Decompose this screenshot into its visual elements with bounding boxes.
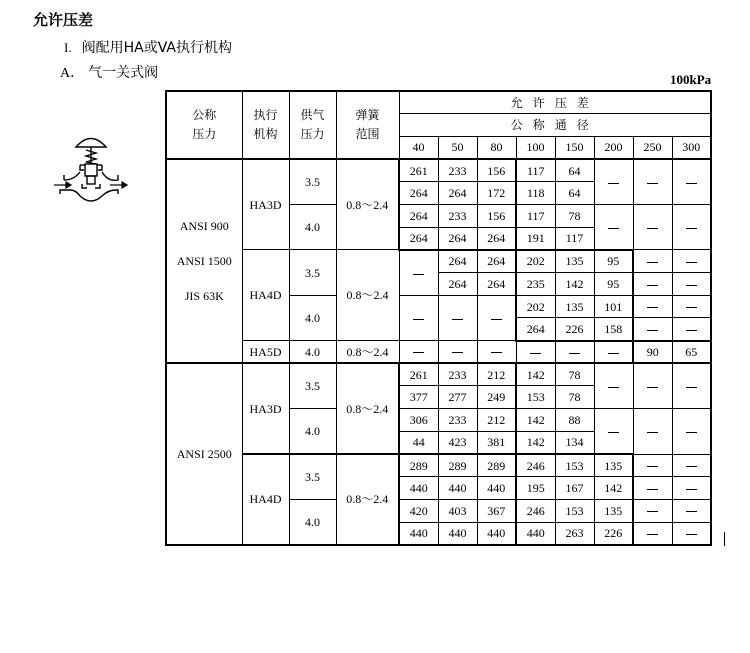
table-cell: 142	[516, 431, 555, 454]
table-cell	[672, 522, 711, 545]
table-cell: 78	[555, 363, 594, 386]
unit-label: 100kPa	[670, 72, 712, 87]
table-cell: 440	[438, 477, 477, 500]
table-cell: 95	[594, 273, 633, 296]
allowable-pressure-differential-table	[165, 90, 712, 546]
table-cell: 172	[477, 182, 516, 205]
spring-cell: 0.8～2.4	[336, 341, 399, 364]
section-heading: 允许压差	[33, 11, 94, 29]
dash-mark	[686, 534, 697, 535]
table-cell: 64	[555, 182, 594, 205]
dash-mark	[647, 285, 658, 286]
table-cell: 440	[477, 477, 516, 500]
dash-mark	[647, 262, 658, 263]
table-cell: 88	[555, 409, 594, 432]
table-cell: 264	[477, 227, 516, 250]
empty-dash	[399, 341, 438, 364]
table-cell: 264	[477, 273, 516, 296]
valve-type-title	[60, 62, 158, 82]
empty-dash	[633, 363, 672, 408]
table-cell: 167	[555, 477, 594, 500]
table-cell: 246	[516, 454, 555, 477]
table-cell: 158	[594, 318, 633, 341]
text-cursor	[724, 532, 725, 546]
table-cell	[633, 318, 672, 341]
dash-mark	[647, 511, 658, 512]
table-cell: 289	[399, 454, 438, 477]
table-cell: 289	[477, 454, 516, 477]
table-cell	[672, 477, 711, 500]
empty-dash	[555, 341, 594, 364]
table-cell: 263	[555, 522, 594, 545]
table-cell: 264	[438, 250, 477, 273]
table-cell: 135	[594, 454, 633, 477]
header-supply-pressure: 供气 压力	[289, 91, 336, 159]
diameter-50: 50	[438, 136, 477, 159]
globe-valve-diagram-icon	[52, 132, 132, 212]
table-cell: 135	[555, 250, 594, 273]
empty-dash	[672, 159, 711, 204]
table-cell: 403	[438, 499, 477, 522]
table-cell: 440	[399, 477, 438, 500]
table-cell: 261	[399, 159, 438, 182]
empty-dash	[438, 295, 477, 340]
spring-cell: 0.8～2.4	[336, 250, 399, 341]
dash-mark	[647, 489, 658, 490]
table-cell: 90	[633, 341, 672, 364]
table-cell: 78	[555, 204, 594, 227]
empty-dash	[594, 204, 633, 249]
actuator-cell: HA4D	[242, 454, 289, 545]
table-cell: 142	[516, 363, 555, 386]
table-cell: 202	[516, 295, 555, 318]
table-cell: 277	[438, 386, 477, 409]
table-row	[166, 250, 711, 273]
empty-dash	[633, 204, 672, 249]
pressure-class-cell: ANSI 2500	[166, 363, 242, 545]
table-cell: 233	[438, 204, 477, 227]
dash-mark	[686, 511, 697, 512]
supply-cell: 3.5	[289, 250, 336, 295]
table-cell: 246	[516, 499, 555, 522]
header-nominal-pressure: 公称 压力	[166, 91, 242, 159]
table-cell	[672, 273, 711, 296]
supply-cell: 3.5	[289, 454, 336, 499]
diameter-80: 80	[477, 136, 516, 159]
table-cell: 261	[399, 363, 438, 386]
table-cell	[672, 250, 711, 273]
dash-mark	[647, 534, 658, 535]
table-cell: 156	[477, 159, 516, 182]
letter-label: A．	[60, 66, 85, 81]
supply-cell: 4.0	[289, 341, 336, 364]
dash-mark	[647, 466, 658, 467]
roman-numeral: I.	[64, 40, 72, 55]
table-cell: 226	[594, 522, 633, 545]
table-cell: 153	[516, 386, 555, 409]
table-cell: 264	[438, 227, 477, 250]
table-cell: 440	[399, 522, 438, 545]
table-cell: 226	[555, 318, 594, 341]
table-cell: 135	[594, 499, 633, 522]
table-cell: 117	[516, 159, 555, 182]
empty-dash	[516, 341, 555, 364]
header-nominal-diameter: 公称通径	[399, 114, 711, 137]
supply-cell: 3.5	[289, 363, 336, 408]
table-cell: 235	[516, 273, 555, 296]
table-row	[166, 159, 711, 182]
table-cell	[633, 454, 672, 477]
dash-mark	[686, 262, 697, 263]
diameter-40: 40	[399, 136, 438, 159]
supply-cell: 3.5	[289, 159, 336, 204]
diameter-300: 300	[672, 136, 711, 159]
empty-dash	[672, 409, 711, 454]
valve-type-text: 气一关式阀	[88, 65, 159, 81]
table-cell: 233	[438, 159, 477, 182]
empty-dash	[399, 295, 438, 340]
table-cell: 65	[672, 341, 711, 364]
table-cell: 440	[477, 522, 516, 545]
table-cell	[672, 499, 711, 522]
table-cell	[672, 295, 711, 318]
table-cell	[633, 250, 672, 273]
table-cell	[672, 318, 711, 341]
table-cell: 117	[516, 204, 555, 227]
table-cell	[633, 295, 672, 318]
table-cell: 142	[555, 273, 594, 296]
table-cell	[672, 454, 711, 477]
empty-dash	[633, 159, 672, 204]
table-cell: 420	[399, 499, 438, 522]
table-cell: 135	[555, 295, 594, 318]
empty-dash	[594, 363, 633, 408]
table-cell: 78	[555, 386, 594, 409]
table-cell: 264	[438, 273, 477, 296]
table-cell: 377	[399, 386, 438, 409]
pressure-class-cell: ANSI 900 ANSI 1500 JIS 63K	[166, 159, 242, 363]
table-cell: 191	[516, 227, 555, 250]
table-cell: 423	[438, 431, 477, 454]
table-cell: 264	[516, 318, 555, 341]
table-cell	[633, 499, 672, 522]
table-cell: 264	[399, 182, 438, 205]
subsection-text: 阀配用HA或VA执行机构	[81, 40, 232, 56]
table-cell: 264	[477, 250, 516, 273]
table-cell: 153	[555, 499, 594, 522]
diameter-150: 150	[555, 136, 594, 159]
table-cell: 153	[555, 454, 594, 477]
supply-cell: 4.0	[289, 409, 336, 454]
table-cell: 233	[438, 409, 477, 432]
empty-dash	[477, 295, 516, 340]
dash-mark	[686, 330, 697, 331]
table-cell: 212	[477, 363, 516, 386]
table-cell	[633, 477, 672, 500]
table-cell: 202	[516, 250, 555, 273]
table-cell: 195	[516, 477, 555, 500]
empty-dash	[672, 204, 711, 249]
table-cell: 289	[438, 454, 477, 477]
dash-mark	[686, 489, 697, 490]
table-cell: 264	[399, 204, 438, 227]
supply-cell: 4.0	[289, 295, 336, 340]
header-actuator: 执行 机构	[242, 91, 289, 159]
actuator-cell: HA3D	[242, 363, 289, 454]
table-cell: 142	[516, 409, 555, 432]
table-cell: 367	[477, 499, 516, 522]
table-cell: 264	[399, 227, 438, 250]
table-cell: 440	[438, 522, 477, 545]
empty-dash	[438, 341, 477, 364]
table-cell	[633, 273, 672, 296]
table-cell: 212	[477, 409, 516, 432]
table-cell: 156	[477, 204, 516, 227]
empty-dash	[594, 409, 633, 454]
spring-cell: 0.8～2.4	[336, 454, 399, 545]
table-row	[166, 341, 711, 364]
table-cell: 381	[477, 431, 516, 454]
table-cell: 233	[438, 363, 477, 386]
empty-dash	[633, 409, 672, 454]
table-cell: 117	[555, 227, 594, 250]
supply-cell: 4.0	[289, 499, 336, 544]
table-row	[166, 363, 711, 386]
dash-mark	[647, 307, 658, 308]
diameter-100: 100	[516, 136, 555, 159]
table-cell: 101	[594, 295, 633, 318]
diameter-200: 200	[594, 136, 633, 159]
dash-mark	[686, 466, 697, 467]
empty-dash	[399, 250, 438, 295]
spring-cell: 0.8～2.4	[336, 363, 399, 454]
empty-dash	[594, 341, 633, 364]
spring-cell: 0.8～2.4	[336, 159, 399, 250]
header-allowable-dp: 允许压差	[399, 91, 711, 114]
table-cell: 64	[555, 159, 594, 182]
supply-cell: 4.0	[289, 204, 336, 249]
table-cell: 118	[516, 182, 555, 205]
empty-dash	[594, 159, 633, 204]
table-cell: 306	[399, 409, 438, 432]
table-cell: 134	[555, 431, 594, 454]
actuator-cell: HA5D	[242, 341, 289, 364]
table-cell: 44	[399, 431, 438, 454]
diameter-250: 250	[633, 136, 672, 159]
dash-mark	[686, 307, 697, 308]
table-row	[166, 454, 711, 477]
table-cell: 95	[594, 250, 633, 273]
header-spring-range: 弹簧 范围	[336, 91, 399, 159]
empty-dash	[672, 363, 711, 408]
subsection-title	[64, 37, 232, 57]
table-cell: 249	[477, 386, 516, 409]
dash-mark	[686, 285, 697, 286]
table-cell: 142	[594, 477, 633, 500]
table-cell: 440	[516, 522, 555, 545]
empty-dash	[477, 341, 516, 364]
actuator-cell: HA4D	[242, 250, 289, 341]
table-cell: 264	[438, 182, 477, 205]
table-cell	[633, 522, 672, 545]
actuator-cell: HA3D	[242, 159, 289, 250]
dash-mark	[647, 330, 658, 331]
